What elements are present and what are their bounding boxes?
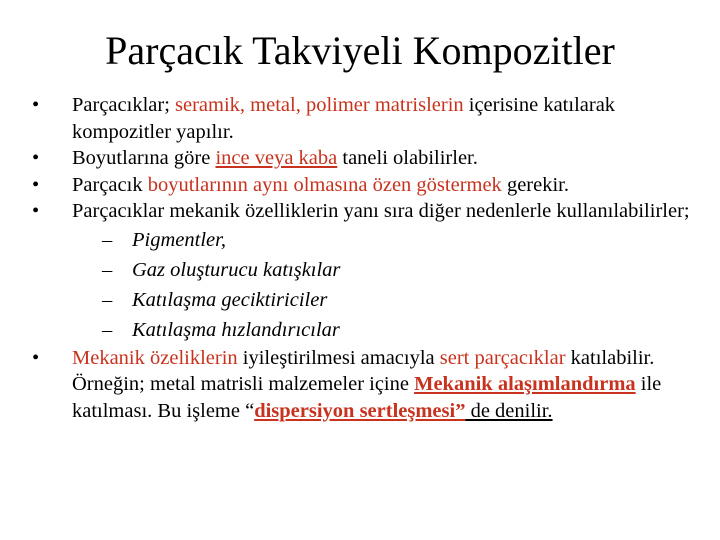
slide-content <box>28 92 698 424</box>
bullet-1-text-end: içerisine katılarak kompozitler yapılır. <box>72 94 616 143</box>
bullet-1 <box>28 92 698 145</box>
subitem-accelerators: – Katılaşma hızlandırıcılar <box>28 315 698 345</box>
bullet-3-text: Parçacık <box>72 173 148 196</box>
bullet-1-text: Parçacıklar; <box>72 94 176 116</box>
bullet-list <box>28 92 698 424</box>
bullet-3 <box>28 172 698 199</box>
bullet-5-text-3: ile katılması. Bu işleme “ <box>72 373 662 422</box>
slide-title: Parçacık Takviyeli Kompozitler <box>105 28 615 73</box>
bullet-4-text: Parçacıklar mekanik özelliklerin yanı sıra diğer nedenlerle kullanılabilirler; <box>72 200 690 222</box>
bullet-2 <box>28 145 698 172</box>
bullet-2-text-end: taneli olabilirler. <box>337 147 478 169</box>
bullet-2-text: Boyutlarına göre <box>72 147 216 169</box>
bullet-1-highlight: seramik, metal, polimer matrislerin <box>175 94 464 116</box>
bullet-5-text-1: iyileştirilmesi amacıyla <box>237 346 440 369</box>
bullet-5-highlight-4: dispersiyon sertleşmesi” <box>254 399 466 422</box>
bullet-2-highlight: ince veya kaba <box>215 147 338 169</box>
subitem-retarders: – Katılaşma geciktiriciler <box>28 285 698 315</box>
bullet-5-text-2: katılabilir. Örneğin; metal matrisli malzemeler içine <box>72 346 655 395</box>
bullet-5-text-end: de denilir. <box>465 399 553 422</box>
bullet-5-highlight-3: Mekanik alaşımlandırma <box>414 373 636 395</box>
bullet-5-highlight-2: sert parçacıklar <box>439 346 566 369</box>
subitem-gas-additives: – Gaz oluşturucu katışkılar <box>28 255 698 285</box>
bullet-4 <box>28 198 698 225</box>
bullet-5 <box>28 345 698 425</box>
bullet-3-text-end: gerekir. <box>501 173 569 196</box>
bullet-5-highlight-1: Mekanik özeliklerin <box>72 346 238 369</box>
subitem-pigments: – Pigmentler, <box>28 225 698 255</box>
bullet-3-highlight: boyutlarının aynı olmasına özen göstermek <box>147 173 502 196</box>
